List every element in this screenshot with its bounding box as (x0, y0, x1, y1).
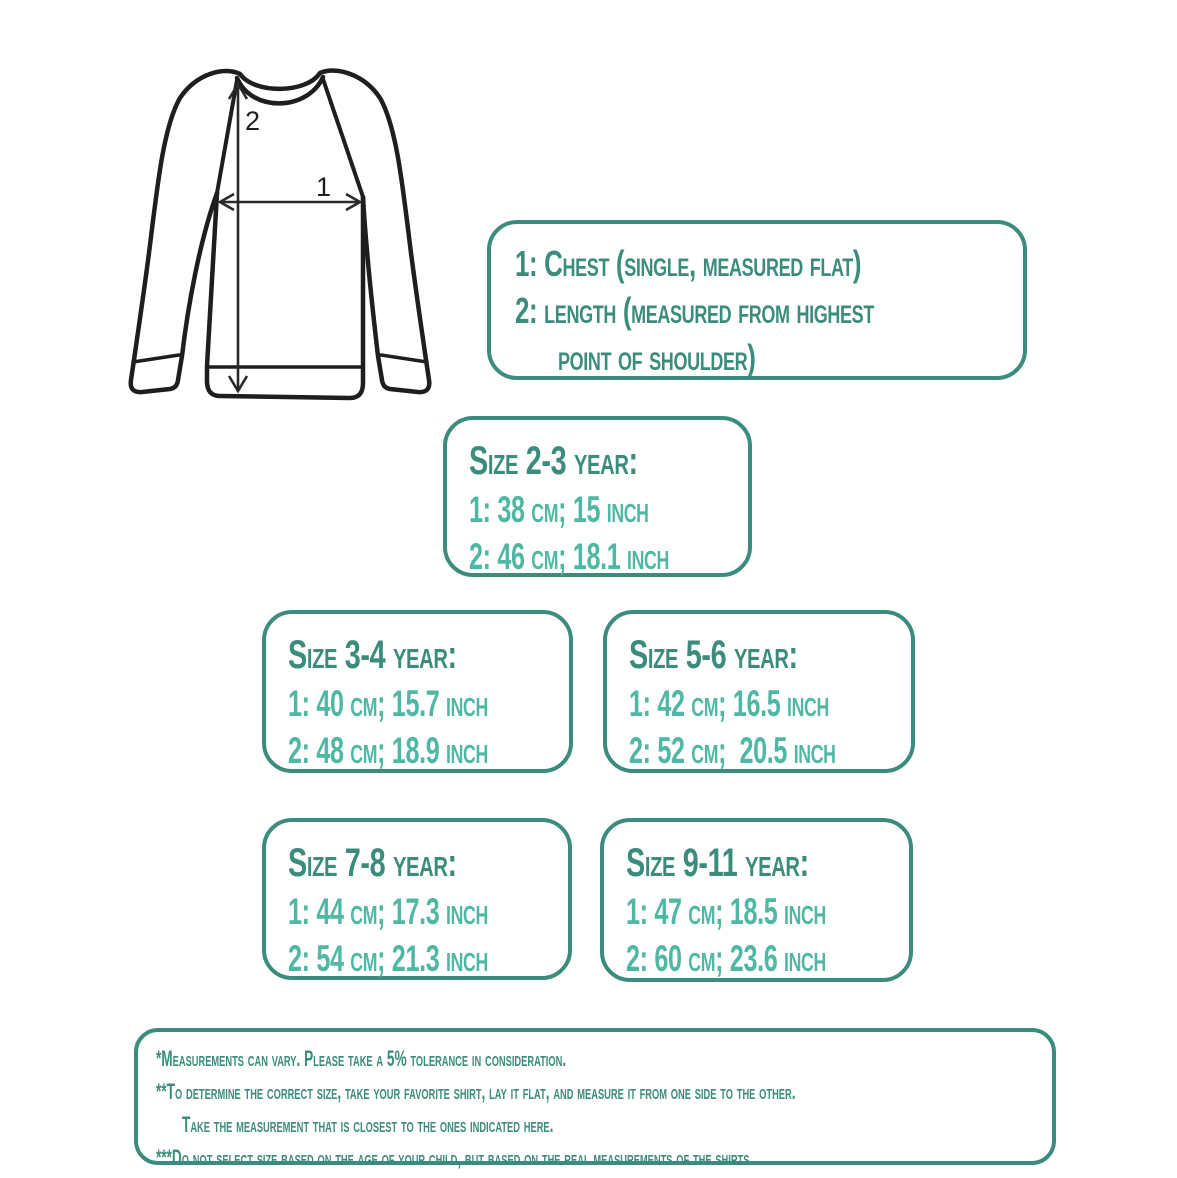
note-how-to-measure: **To determine the correct size, take your favorite shirt, lay it flat, and measure it from one side to the other. (156, 1079, 796, 1104)
size-chest-value: 1: 47 cm; 18.5 inch (626, 891, 826, 932)
size-title: Size 5-6 year: (629, 633, 798, 677)
note-age-warning: ***Do not select size based on the age of your child, but based on the real measurements of the shirts. (156, 1145, 754, 1170)
size-length-value: 2: 60 cm; 23.6 inch (626, 938, 826, 979)
size-title: Size 3-4 year: (288, 633, 457, 677)
size-title: Size 2-3 year: (469, 439, 638, 483)
size-chest-value: 1: 40 cm; 15.7 inch (288, 683, 488, 724)
legend-line-length-cont: point of shoulder) (558, 337, 756, 378)
size-box-2-3-year (443, 416, 752, 577)
size-length-value: 2: 48 cm; 18.9 inch (288, 730, 488, 771)
chest-arrow (220, 194, 360, 210)
sweater-diagram (120, 50, 460, 420)
sweater-outline (131, 71, 430, 398)
size-length-value: 2: 54 cm; 21.3 inch (288, 938, 488, 979)
size-box-5-6-year (603, 610, 915, 773)
note-tolerance: *Measurements can vary. Please take a 5% tolerance in consideration. (156, 1046, 567, 1071)
size-chest-value: 1: 42 cm; 16.5 inch (629, 683, 829, 724)
legend-line-length: 2: length (measured from highest (515, 290, 874, 331)
legend-line-chest: 1: Chest (single, measured flat) (515, 243, 862, 284)
size-length-value: 2: 52 cm; 20.5 inch (629, 730, 836, 771)
size-chest-value: 1: 38 cm; 15 inch (469, 489, 649, 530)
size-title: Size 7-8 year: (288, 841, 457, 885)
size-box-7-8-year (262, 818, 572, 980)
size-box-9-11-year (600, 818, 913, 982)
note-how-to-measure-cont: Take the measurement that is closest to the ones indicated here. (182, 1112, 554, 1137)
legend-box (487, 220, 1027, 380)
size-chest-value: 1: 44 cm; 17.3 inch (288, 891, 488, 932)
notes-box (134, 1028, 1056, 1170)
size-title: Size 9-11 year: (626, 841, 809, 885)
size-box-3-4-year (262, 610, 573, 773)
length-arrow-label: 2 (245, 106, 261, 136)
chest-arrow-label: 1 (316, 172, 332, 202)
size-length-value: 2: 46 cm; 18.1 inch (469, 536, 669, 577)
